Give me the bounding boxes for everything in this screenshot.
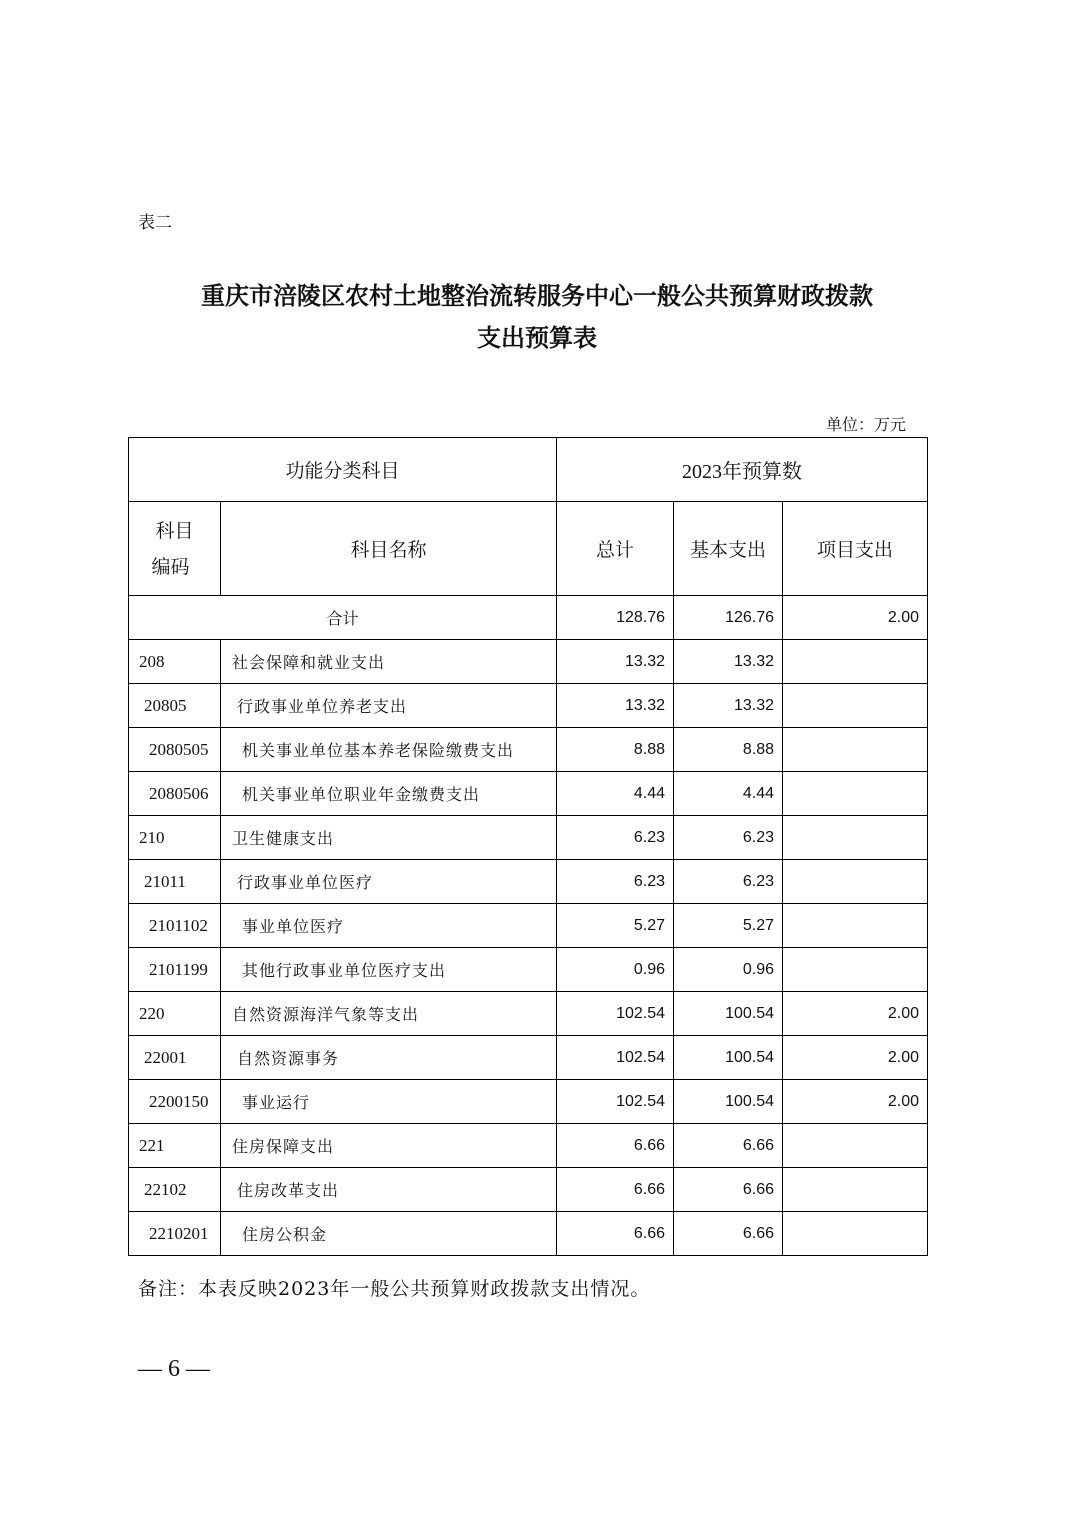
row-project — [783, 684, 928, 728]
row-name: 住房改革支出 — [221, 1168, 557, 1212]
row-project — [783, 904, 928, 948]
row-total: 13.32 — [557, 640, 674, 684]
total-basic: 126.76 — [674, 596, 783, 640]
row-basic: 6.66 — [674, 1168, 783, 1212]
row-code: 20805 — [129, 684, 221, 728]
table-row — [129, 1036, 928, 1080]
row-name: 自然资源事务 — [221, 1036, 557, 1080]
row-code: 221 — [129, 1124, 221, 1168]
row-name: 机关事业单位职业年金缴费支出 — [221, 772, 557, 816]
row-project — [783, 860, 928, 904]
row-basic: 5.27 — [674, 904, 783, 948]
row-project — [783, 1168, 928, 1212]
row-project — [783, 1212, 928, 1256]
row-total: 102.54 — [557, 992, 674, 1036]
row-project — [783, 728, 928, 772]
row-name: 社会保障和就业支出 — [221, 640, 557, 684]
row-code: 208 — [129, 640, 221, 684]
row-code: 21011 — [129, 860, 221, 904]
row-name: 住房保障支出 — [221, 1124, 557, 1168]
row-total: 6.23 — [557, 860, 674, 904]
row-name: 行政事业单位医疗 — [221, 860, 557, 904]
row-total: 6.66 — [557, 1124, 674, 1168]
row-name: 机关事业单位基本养老保险缴费支出 — [221, 728, 557, 772]
table-row — [129, 728, 928, 772]
header-row-1 — [129, 438, 928, 502]
total-project: 2.00 — [783, 596, 928, 640]
table-label: 表二 — [138, 213, 172, 233]
row-code: 2080506 — [129, 772, 221, 816]
row-basic: 4.44 — [674, 772, 783, 816]
row-total: 6.23 — [557, 816, 674, 860]
row-code: 2101199 — [129, 948, 221, 992]
row-code: 22001 — [129, 1036, 221, 1080]
row-code: 22102 — [129, 1168, 221, 1212]
table-row — [129, 816, 928, 860]
row-basic: 6.66 — [674, 1124, 783, 1168]
table-row — [129, 904, 928, 948]
row-basic: 6.23 — [674, 816, 783, 860]
header-code — [129, 502, 221, 596]
header-code-line2: 编码 — [151, 555, 190, 578]
footnote: 备注：本表反映2023年一般公共预算财政拨款支出情况。 — [138, 1278, 651, 1300]
table-row — [129, 1080, 928, 1124]
row-code: 220 — [129, 992, 221, 1036]
row-project: 2.00 — [783, 992, 928, 1036]
row-basic: 13.32 — [674, 640, 783, 684]
table-row — [129, 640, 928, 684]
row-total: 102.54 — [557, 1080, 674, 1124]
row-name: 行政事业单位养老支出 — [221, 684, 557, 728]
total-row — [129, 596, 928, 640]
document-title-line1: 重庆市涪陵区农村土地整治流转服务中心一般公共预算财政拨款 — [201, 281, 873, 310]
row-code: 2101102 — [129, 904, 221, 948]
table-row — [129, 1168, 928, 1212]
row-name: 自然资源海洋气象等支出 — [221, 992, 557, 1036]
row-basic: 100.54 — [674, 992, 783, 1036]
header-project: 项目支出 — [783, 502, 928, 596]
document-title-line2: 支出预算表 — [477, 323, 597, 352]
row-name: 其他行政事业单位医疗支出 — [221, 948, 557, 992]
total-label: 合计 — [129, 596, 557, 640]
unit-label: 单位：万元 — [826, 415, 907, 434]
row-total: 5.27 — [557, 904, 674, 948]
row-code: 2210201 — [129, 1212, 221, 1256]
row-basic: 6.66 — [674, 1212, 783, 1256]
row-basic: 13.32 — [674, 684, 783, 728]
row-basic: 100.54 — [674, 1080, 783, 1124]
row-name: 卫生健康支出 — [221, 816, 557, 860]
header-row-2 — [129, 502, 928, 596]
table-row — [129, 1212, 928, 1256]
row-basic: 8.88 — [674, 728, 783, 772]
row-project: 2.00 — [783, 1080, 928, 1124]
row-project — [783, 640, 928, 684]
row-code: 210 — [129, 816, 221, 860]
row-total: 13.32 — [557, 684, 674, 728]
row-total: 6.66 — [557, 1168, 674, 1212]
header-basic: 基本支出 — [674, 502, 783, 596]
table-row — [129, 772, 928, 816]
row-project — [783, 1124, 928, 1168]
header-category: 功能分类科目 — [129, 438, 557, 502]
budget-table — [128, 437, 928, 1256]
row-name: 事业运行 — [221, 1080, 557, 1124]
row-project: 2.00 — [783, 1036, 928, 1080]
row-total: 8.88 — [557, 728, 674, 772]
row-basic: 100.54 — [674, 1036, 783, 1080]
table-row — [129, 992, 928, 1036]
total-total: 128.76 — [557, 596, 674, 640]
row-total: 4.44 — [557, 772, 674, 816]
row-code: 2080505 — [129, 728, 221, 772]
header-code-line1: 科目 — [155, 519, 194, 542]
row-project — [783, 772, 928, 816]
header-name: 科目名称 — [221, 502, 557, 596]
header-total: 总计 — [557, 502, 674, 596]
row-total: 102.54 — [557, 1036, 674, 1080]
row-name: 住房公积金 — [221, 1212, 557, 1256]
row-project — [783, 948, 928, 992]
row-name: 事业单位医疗 — [221, 904, 557, 948]
row-project — [783, 816, 928, 860]
page-number: — 6 — — [138, 1356, 210, 1382]
table-row — [129, 860, 928, 904]
row-basic: 6.23 — [674, 860, 783, 904]
row-total: 6.66 — [557, 1212, 674, 1256]
header-year-budget: 2023年预算数 — [557, 438, 928, 502]
table-row — [129, 948, 928, 992]
row-basic: 0.96 — [674, 948, 783, 992]
table-row — [129, 684, 928, 728]
row-total: 0.96 — [557, 948, 674, 992]
row-code: 2200150 — [129, 1080, 221, 1124]
table-row — [129, 1124, 928, 1168]
